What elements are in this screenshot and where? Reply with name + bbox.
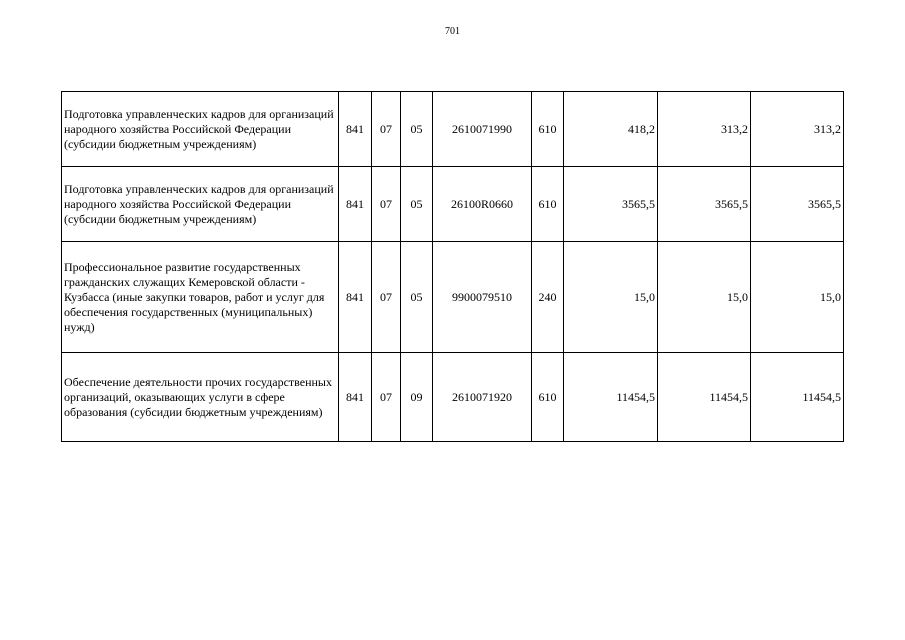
expense-type-code: 610: [532, 167, 564, 242]
section-code: 07: [372, 92, 401, 167]
amount-year-1: 3565,5: [564, 167, 658, 242]
amount-year-3: 3565,5: [751, 167, 844, 242]
amount-year-1: 418,2: [564, 92, 658, 167]
section-code: 07: [372, 242, 401, 353]
ministry-code: 841: [339, 242, 372, 353]
subsection-code: 09: [401, 353, 433, 442]
amount-year-3: 11454,5: [751, 353, 844, 442]
budget-table: [61, 91, 844, 442]
table-row: [62, 92, 844, 167]
table-row: [62, 167, 844, 242]
row-description: Обеспечение деятельности прочих государственных организаций, оказывающих услуги в сфере образования (субсидии бюджетным учреждениям): [62, 353, 339, 442]
target-article-code: 26100R0660: [433, 167, 532, 242]
amount-year-2: 15,0: [658, 242, 751, 353]
amount-year-1: 15,0: [564, 242, 658, 353]
row-description: Профессиональное развитие государственных гражданских служащих Кемеровской области - Кузбасса (иные закупки товаров, работ и услуг для обеспечения государственных (муниципальных) нужд): [62, 242, 339, 353]
subsection-code: 05: [401, 167, 433, 242]
ministry-code: 841: [339, 92, 372, 167]
amount-year-2: 313,2: [658, 92, 751, 167]
ministry-code: 841: [339, 353, 372, 442]
section-code: 07: [372, 353, 401, 442]
target-article-code: 2610071990: [433, 92, 532, 167]
amount-year-2: 3565,5: [658, 167, 751, 242]
amount-year-1: 11454,5: [564, 353, 658, 442]
target-article-code: 2610071920: [433, 353, 532, 442]
amount-year-3: 15,0: [751, 242, 844, 353]
section-code: 07: [372, 167, 401, 242]
page-number: 701: [445, 26, 460, 37]
amount-year-3: 313,2: [751, 92, 844, 167]
expense-type-code: 610: [532, 353, 564, 442]
table-row: [62, 353, 844, 442]
amount-year-2: 11454,5: [658, 353, 751, 442]
row-description: Подготовка управленческих кадров для организаций народного хозяйства Российской Федерации (субсидии бюджетным учреждениям): [62, 167, 339, 242]
ministry-code: 841: [339, 167, 372, 242]
table-row: [62, 242, 844, 353]
expense-type-code: 240: [532, 242, 564, 353]
subsection-code: 05: [401, 242, 433, 353]
target-article-code: 9900079510: [433, 242, 532, 353]
row-description: Подготовка управленческих кадров для организаций народного хозяйства Российской Федерации (субсидии бюджетным учреждениям): [62, 92, 339, 167]
subsection-code: 05: [401, 92, 433, 167]
expense-type-code: 610: [532, 92, 564, 167]
